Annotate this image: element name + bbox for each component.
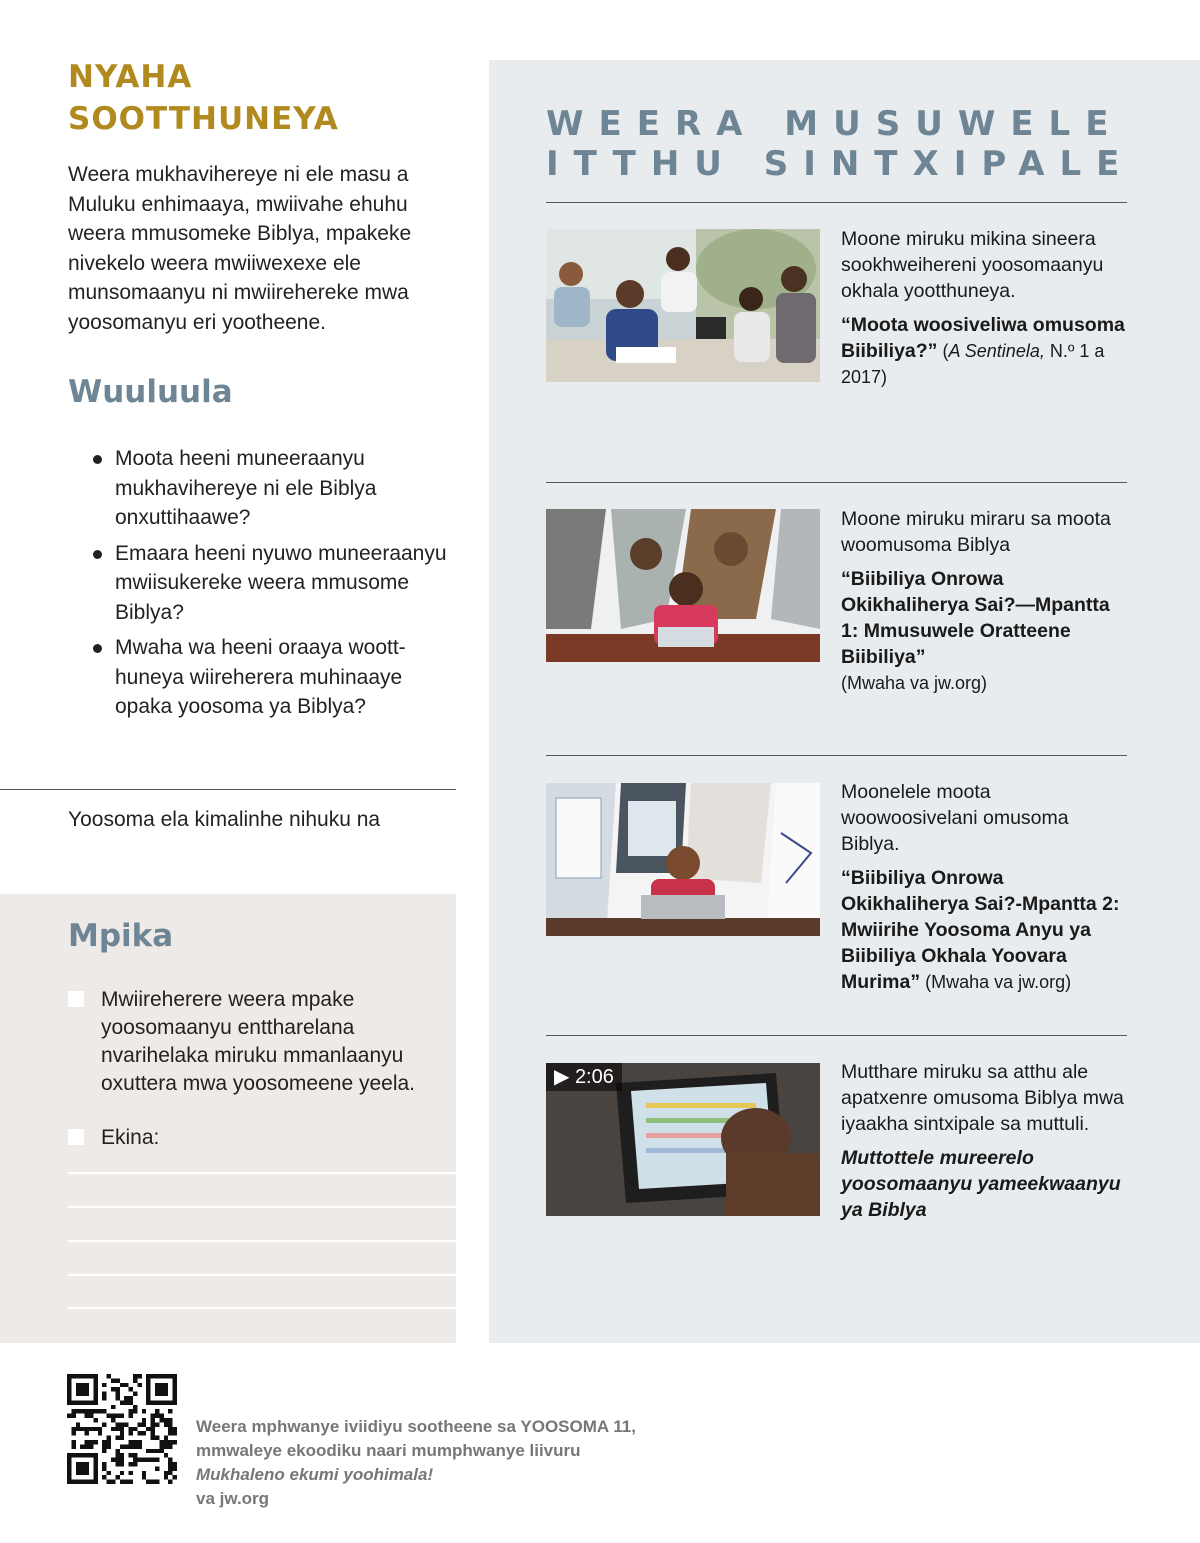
writing-line[interactable] <box>68 1206 456 1208</box>
card-reference-title: “Biibiliya Onrowa Okikhaliherya Sai?-Mpantta 2: Mwiirihe Yoosoma Anyu ya Biibiliya Okhala Yoovara Murima” <box>841 867 1120 993</box>
goal-heading: Mpika <box>68 918 174 954</box>
card-description: Moonelele moota woowoosivelani omusoma Biblya. <box>841 781 1069 855</box>
footer-line-1: Weera mphwanye iviidiyu sootheene sa YOOSOMA 11, <box>196 1417 636 1436</box>
explore-title-line-1: WEERA MUSUWELE <box>546 104 1124 144</box>
card-reference[interactable] <box>841 865 1131 995</box>
bullet-icon <box>93 455 102 464</box>
summary-title-line-1: NYAHA <box>68 59 193 95</box>
summary-text: Weera mukhavihereye ni ele masu a Muluku enhimaaya, mwiivahe ehuhu weera mmusomeke Biblya, mpakeke nivekelo weera mwiiwexexe ele munsomaanyu ni mwiirehereke mwa yoosomanyu eri yootheene. <box>68 163 412 334</box>
article-thumbnail[interactable] <box>546 783 820 936</box>
goal-item-other <box>68 1124 438 1152</box>
card-source-italic: A Sentinela, <box>948 341 1045 361</box>
divider <box>546 755 1127 756</box>
card-reference-title: “Moota woosiveliwa omusoma Biibiliya?” <box>841 314 1125 362</box>
bullet-icon <box>93 550 102 559</box>
checkbox[interactable] <box>68 1129 84 1145</box>
divider <box>546 1035 1127 1036</box>
summary-title-line-2: SOOTTHUNEYA <box>68 101 339 137</box>
divider <box>546 202 1127 203</box>
writing-line[interactable] <box>68 1274 456 1276</box>
article-thumbnail[interactable] <box>546 229 820 382</box>
article-card <box>841 226 1131 390</box>
review-question <box>92 444 452 533</box>
footer-book-title: Mukhaleno ekumi yoohimala! <box>196 1465 434 1484</box>
card-description: Moone miruku mikina sineera sookhweihereni yoosomaanyu okhala yootthuneya. <box>841 228 1104 302</box>
explore-title <box>546 104 1134 184</box>
review-question <box>92 633 452 722</box>
writing-line[interactable] <box>68 1307 456 1309</box>
goal-item <box>68 986 438 1098</box>
writing-line[interactable] <box>68 1240 456 1242</box>
writing-line[interactable] <box>68 1172 456 1174</box>
explore-title-line-2: ITTHU SINTXIPALE <box>546 144 1135 184</box>
card-source: (Mwaha va jw.org) <box>920 972 1072 992</box>
goal-item-text: Ekina: <box>101 1126 160 1149</box>
review-question-text: Mwaha wa heeni oraaya wootthuneya wiireherera muhinaaye opaka yoosoma ya Biblya? <box>115 636 406 718</box>
card-reference[interactable]: Muttottele mureerelo yoosomaanyu yameekwaanyu ya Biblya <box>841 1147 1121 1221</box>
article-thumbnail[interactable] <box>546 509 820 662</box>
article-card <box>841 506 1131 696</box>
qr-code[interactable] <box>67 1374 177 1484</box>
review-questions <box>92 444 452 728</box>
completion-date-label: Yoosoma ela kimalinhe nihuku na <box>68 808 381 831</box>
review-heading: Wuuluula <box>68 374 233 410</box>
video-card <box>841 1059 1131 1223</box>
card-description: Mutthare miruku sa atthu ale apatxenre omusoma Biblya mwa iyaakha sintxipale sa muttuli. <box>841 1061 1124 1135</box>
card-source: (Mwaha va jw.org) <box>841 673 988 693</box>
divider <box>0 789 456 790</box>
footer-note <box>196 1415 716 1511</box>
goal-item-text: Mwiireherere weera mpake yoosomaanyu enttharelana nvarihelaka miruku mmanlaanyu oxuttera mwa yoosomeene yeela. <box>101 988 416 1095</box>
footer-line-2: mmwaleye ekoodiku naari mumphwanye liivuru <box>196 1441 581 1460</box>
bullet-icon <box>93 644 102 653</box>
card-source-prefix: ( <box>937 341 949 361</box>
card-description: Moone miruku miraru sa moota woomusoma Biblya <box>841 508 1111 556</box>
article-card <box>841 779 1131 995</box>
card-reference[interactable] <box>841 312 1131 390</box>
card-reference[interactable]: “Biibiliya Onrowa Okikhaliherya Sai?—Mpantta 1: Mmusuwele Oratteene Biibiliya” <box>841 568 1110 668</box>
video-duration-badge: ▶ 2:06 <box>546 1063 622 1091</box>
review-question <box>92 539 452 628</box>
review-question-text: Emaara heeni nyuwo muneeraanyu mwiisukereke weera mmusome Biblya? <box>115 541 447 624</box>
review-question-text: Moota heeni muneeraanyu mukhavihereye ni ele Biblya onxuttihaawe? <box>115 447 377 529</box>
footer-line-3-rest: va jw.org <box>196 1489 270 1508</box>
card-source-rest: N.º 1 a 2017) <box>841 341 1105 387</box>
checkbox[interactable] <box>68 991 84 1007</box>
divider <box>546 482 1127 483</box>
footer-line-3 <box>196 1463 716 1511</box>
summary-title <box>68 56 339 140</box>
video-thumbnail[interactable] <box>546 1063 820 1216</box>
